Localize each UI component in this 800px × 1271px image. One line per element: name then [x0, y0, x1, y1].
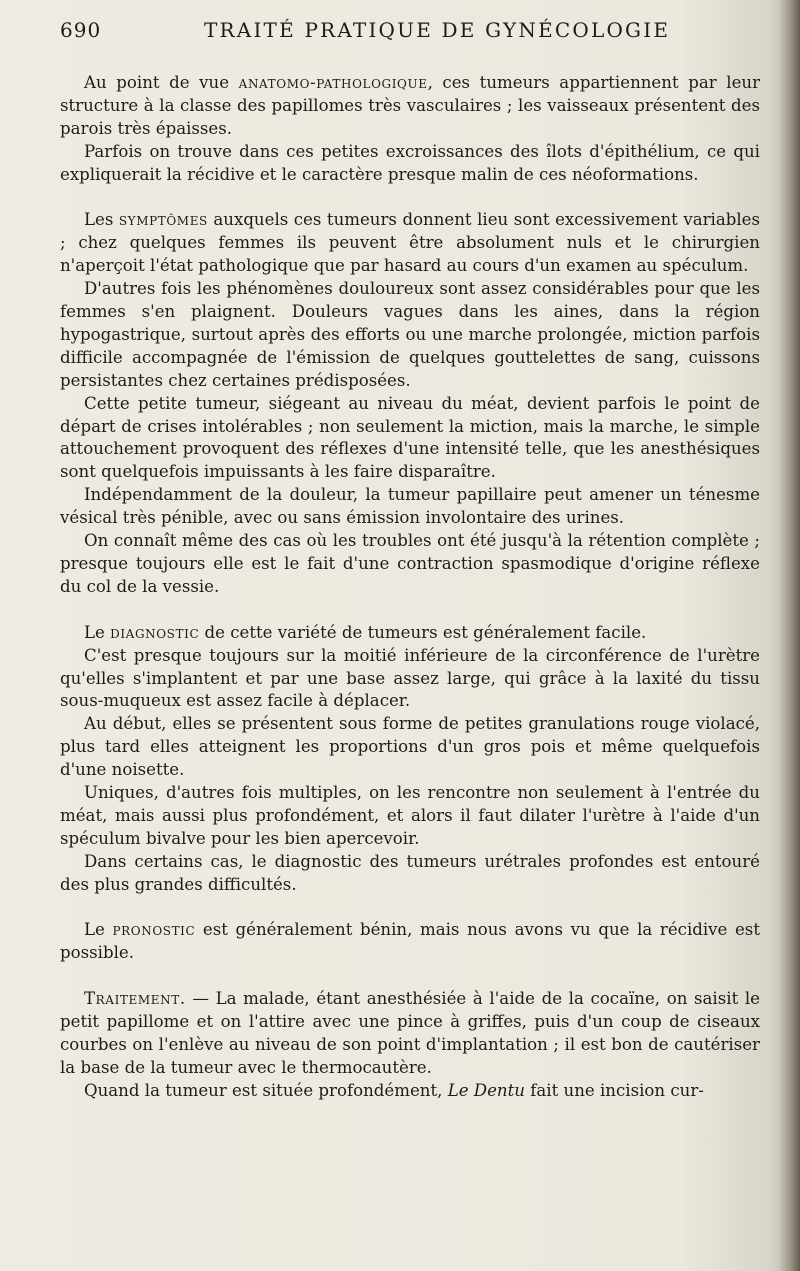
- paragraph: C'est presque toujours sur la moitié inférieure de la circonférence de l'urètre qu'elles s'implantent et par une base assez large, qui grâce à la laxité du tissu sous-muqueux est assez facile à déplacer.: [60, 645, 760, 711]
- paragraph: D'autres fois les phénomènes douloureux sont assez considérables pour que les femmes s'en plaignent. Douleurs vagues dans les aines, dans la région hypogastrique, surtout après des efforts ou une marche prolongée, miction parfois difficile accompagnée de l'émission de quelques gouttelettes de sang, cuissons persistantes chez certaines prédisposées.: [60, 279, 760, 390]
- section-term: symptômes: [118, 210, 208, 230]
- page-number: 690: [60, 18, 102, 42]
- paragraph: Dans certains cas, le diagnostic des tumeurs urétrales profondes est entouré des plus grandes difficultés.: [60, 851, 760, 894]
- page-header: [60, 18, 760, 52]
- section-term: Traitement.: [84, 989, 186, 1009]
- paragraph: Indépendamment de la douleur, la tumeur papillaire peut amener un ténesme vésical très pénible, avec ou sans émission involontaire des urines.: [60, 485, 760, 528]
- paragraph-anatomy: Au point de vue anatomo-pathologique, ces tumeurs appartiennent par leur structure à la classe des papillomes très vasculaires ; les vaisseaux présentent des parois très épaisses.: [60, 73, 761, 138]
- paragraph: Cette petite tumeur, siégeant au niveau du méat, devient parfois le point de départ de crises intolérables ; non seulement la miction, mais la marche, le simple attouchement provoquent des réflexes d'une intensité telle, que les anesthésiques sont quelquefois impuissants à les faire disparaître.: [60, 393, 760, 482]
- paragraph-treatment: Traitement. — La malade, étant anesthésiée à l'aide de la cocaïne, on saisit le petit papillome et on l'attire avec une pince à griffes, puis d'un coup de ciseaux courbes on l'enlève au niveau de son point d'implantation ; il est bon de cautériser la base de la tumeur avec le thermocautère.: [60, 989, 760, 1077]
- paragraph-diagnosis: Le diagnostic de cette variété de tumeurs est généralement facile.: [84, 622, 647, 642]
- running-title: TRAITÉ PRATIQUE DE GYNÉCOLOGIE: [204, 18, 671, 42]
- paragraph: On connaît même des cas où les troubles ont été jusqu'à la rétention complète ; presque toujours elle est le fait d'une contraction spasmodique d'origine réflexe du col de la vessie.: [60, 531, 760, 596]
- paragraph-symptoms: Les symptômes auxquels ces tumeurs donnent lieu sont excessivement variables ; chez quelques femmes ils peuvent être absolument nuls et le chirurgien n'aperçoit l'état pathologique que par hasard au cours d'un examen au spéculum.: [60, 210, 760, 276]
- paragraph: Au début, elles se présentent sous forme de petites granulations rouge violacé, plus tard elles atteignent les proportions d'un gros pois et même quelquefois d'une noisette.: [60, 714, 760, 780]
- section-term: anatomo-pathologique: [238, 73, 428, 92]
- paragraph-prognosis: Le pronostic est généralement bénin, mais nous avons vu que la récidive est possible.: [60, 920, 760, 963]
- paragraph: Quand la tumeur est située profondément, Le Dentu fait une incision cur-: [84, 1080, 704, 1100]
- section-term: pronostic: [112, 920, 196, 940]
- page-edge-shadow: [778, 0, 800, 1271]
- author-name: Le Dentu: [447, 1080, 525, 1100]
- body-text: [60, 72, 760, 1103]
- paragraph: Uniques, d'autres fois multiples, on les rencontre non seulement à l'entrée du méat, mais aussi plus profondément, et alors il faut dilater l'urètre à l'aide d'un spéculum bivalve pour les bien apercevoir.: [60, 783, 760, 848]
- paragraph: Parfois on trouve dans ces petites excroissances des îlots d'épithélium, ce qui expliquerait la récidive et le caractère presque malin de ces néoformations.: [60, 141, 760, 184]
- section-term: diagnostic: [110, 622, 200, 642]
